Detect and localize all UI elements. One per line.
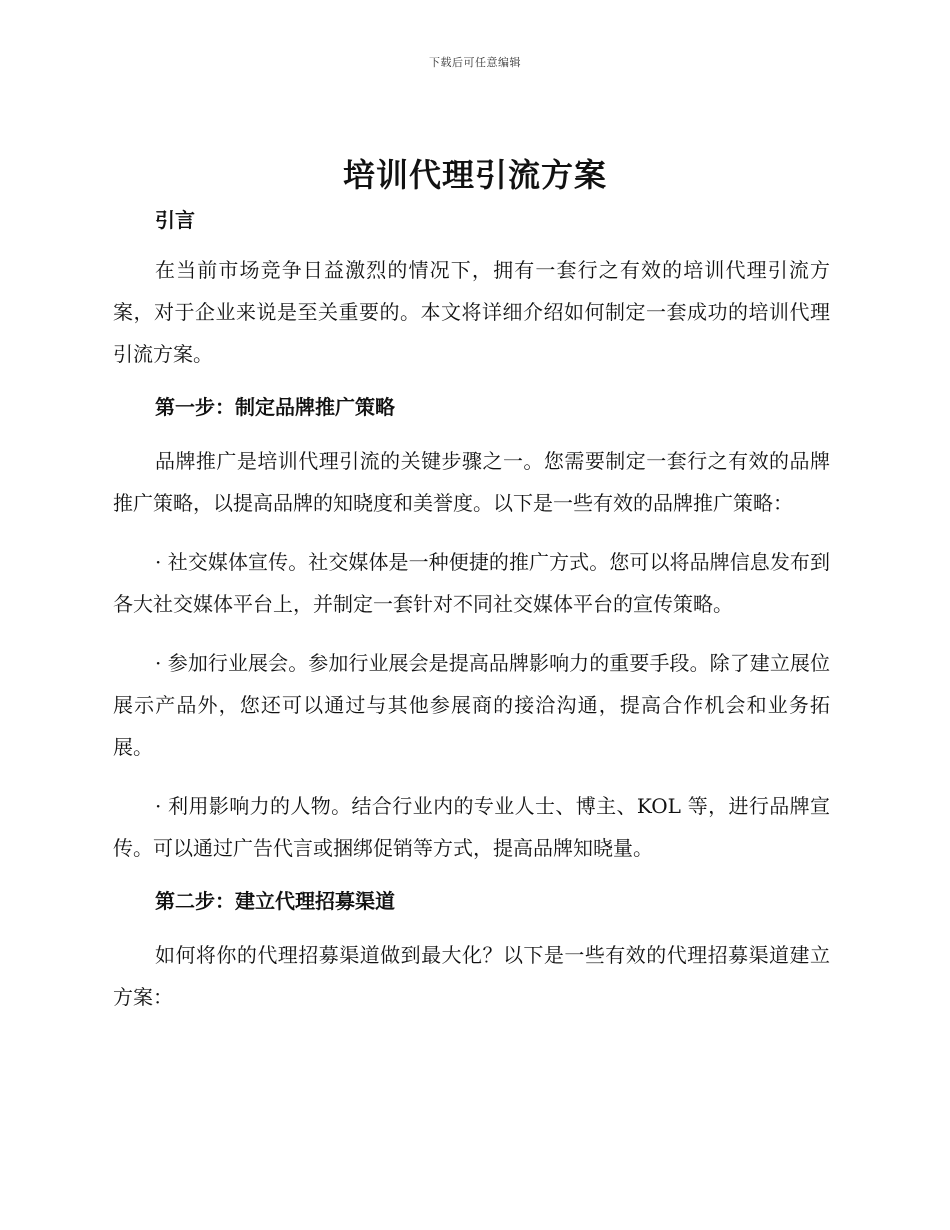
intro-heading: 引言 <box>155 208 195 232</box>
bullet-trade-show: · 参加行业展会。参加行业展会是提高品牌影响力的重要手段。除了建立展位展示产品外，您还可以通过与其他参展商的接洽沟通，提高合作机会和业务拓展。 <box>113 651 830 759</box>
bullet-influencers: · 利用影响力的人物。结合行业内的专业人士、博主、KOL 等，进行品牌宣传。可以通过广告代言或捆绑促销等方式，提高品牌知晓量。 <box>113 794 830 860</box>
document-title: 培训代理引流方案 <box>342 156 607 194</box>
step2-heading: 第二步：建立代理招募渠道 <box>155 889 395 913</box>
step1-heading: 第一步：制定品牌推广策略 <box>155 395 395 419</box>
step2-paragraph: 如何将你的代理招募渠道做到最大化？以下是一些有效的代理招募渠道建立方案： <box>113 943 830 1009</box>
bullet-social-media: · 社交媒体宣传。社交媒体是一种便捷的推广方式。您可以将品牌信息发布到各大社交媒体平台上，并制定一套针对不同社交媒体平台的宣传策略。 <box>113 550 830 616</box>
intro-paragraph: 在当前市场竞争日益激烈的情况下，拥有一套行之有效的培训代理引流方案，对于企业来说是至关重要的。本文将详细介绍如何制定一套成功的培训代理引流方案。 <box>113 258 830 366</box>
step1-paragraph: 品牌推广是培训代理引流的关键步骤之一。您需要制定一套行之有效的品牌推广策略，以提高品牌的知晓度和美誉度。以下是一些有效的品牌推广策略： <box>113 449 830 515</box>
document-body <box>113 204 830 1018</box>
header-note: 下载后可任意编辑 <box>429 56 521 69</box>
